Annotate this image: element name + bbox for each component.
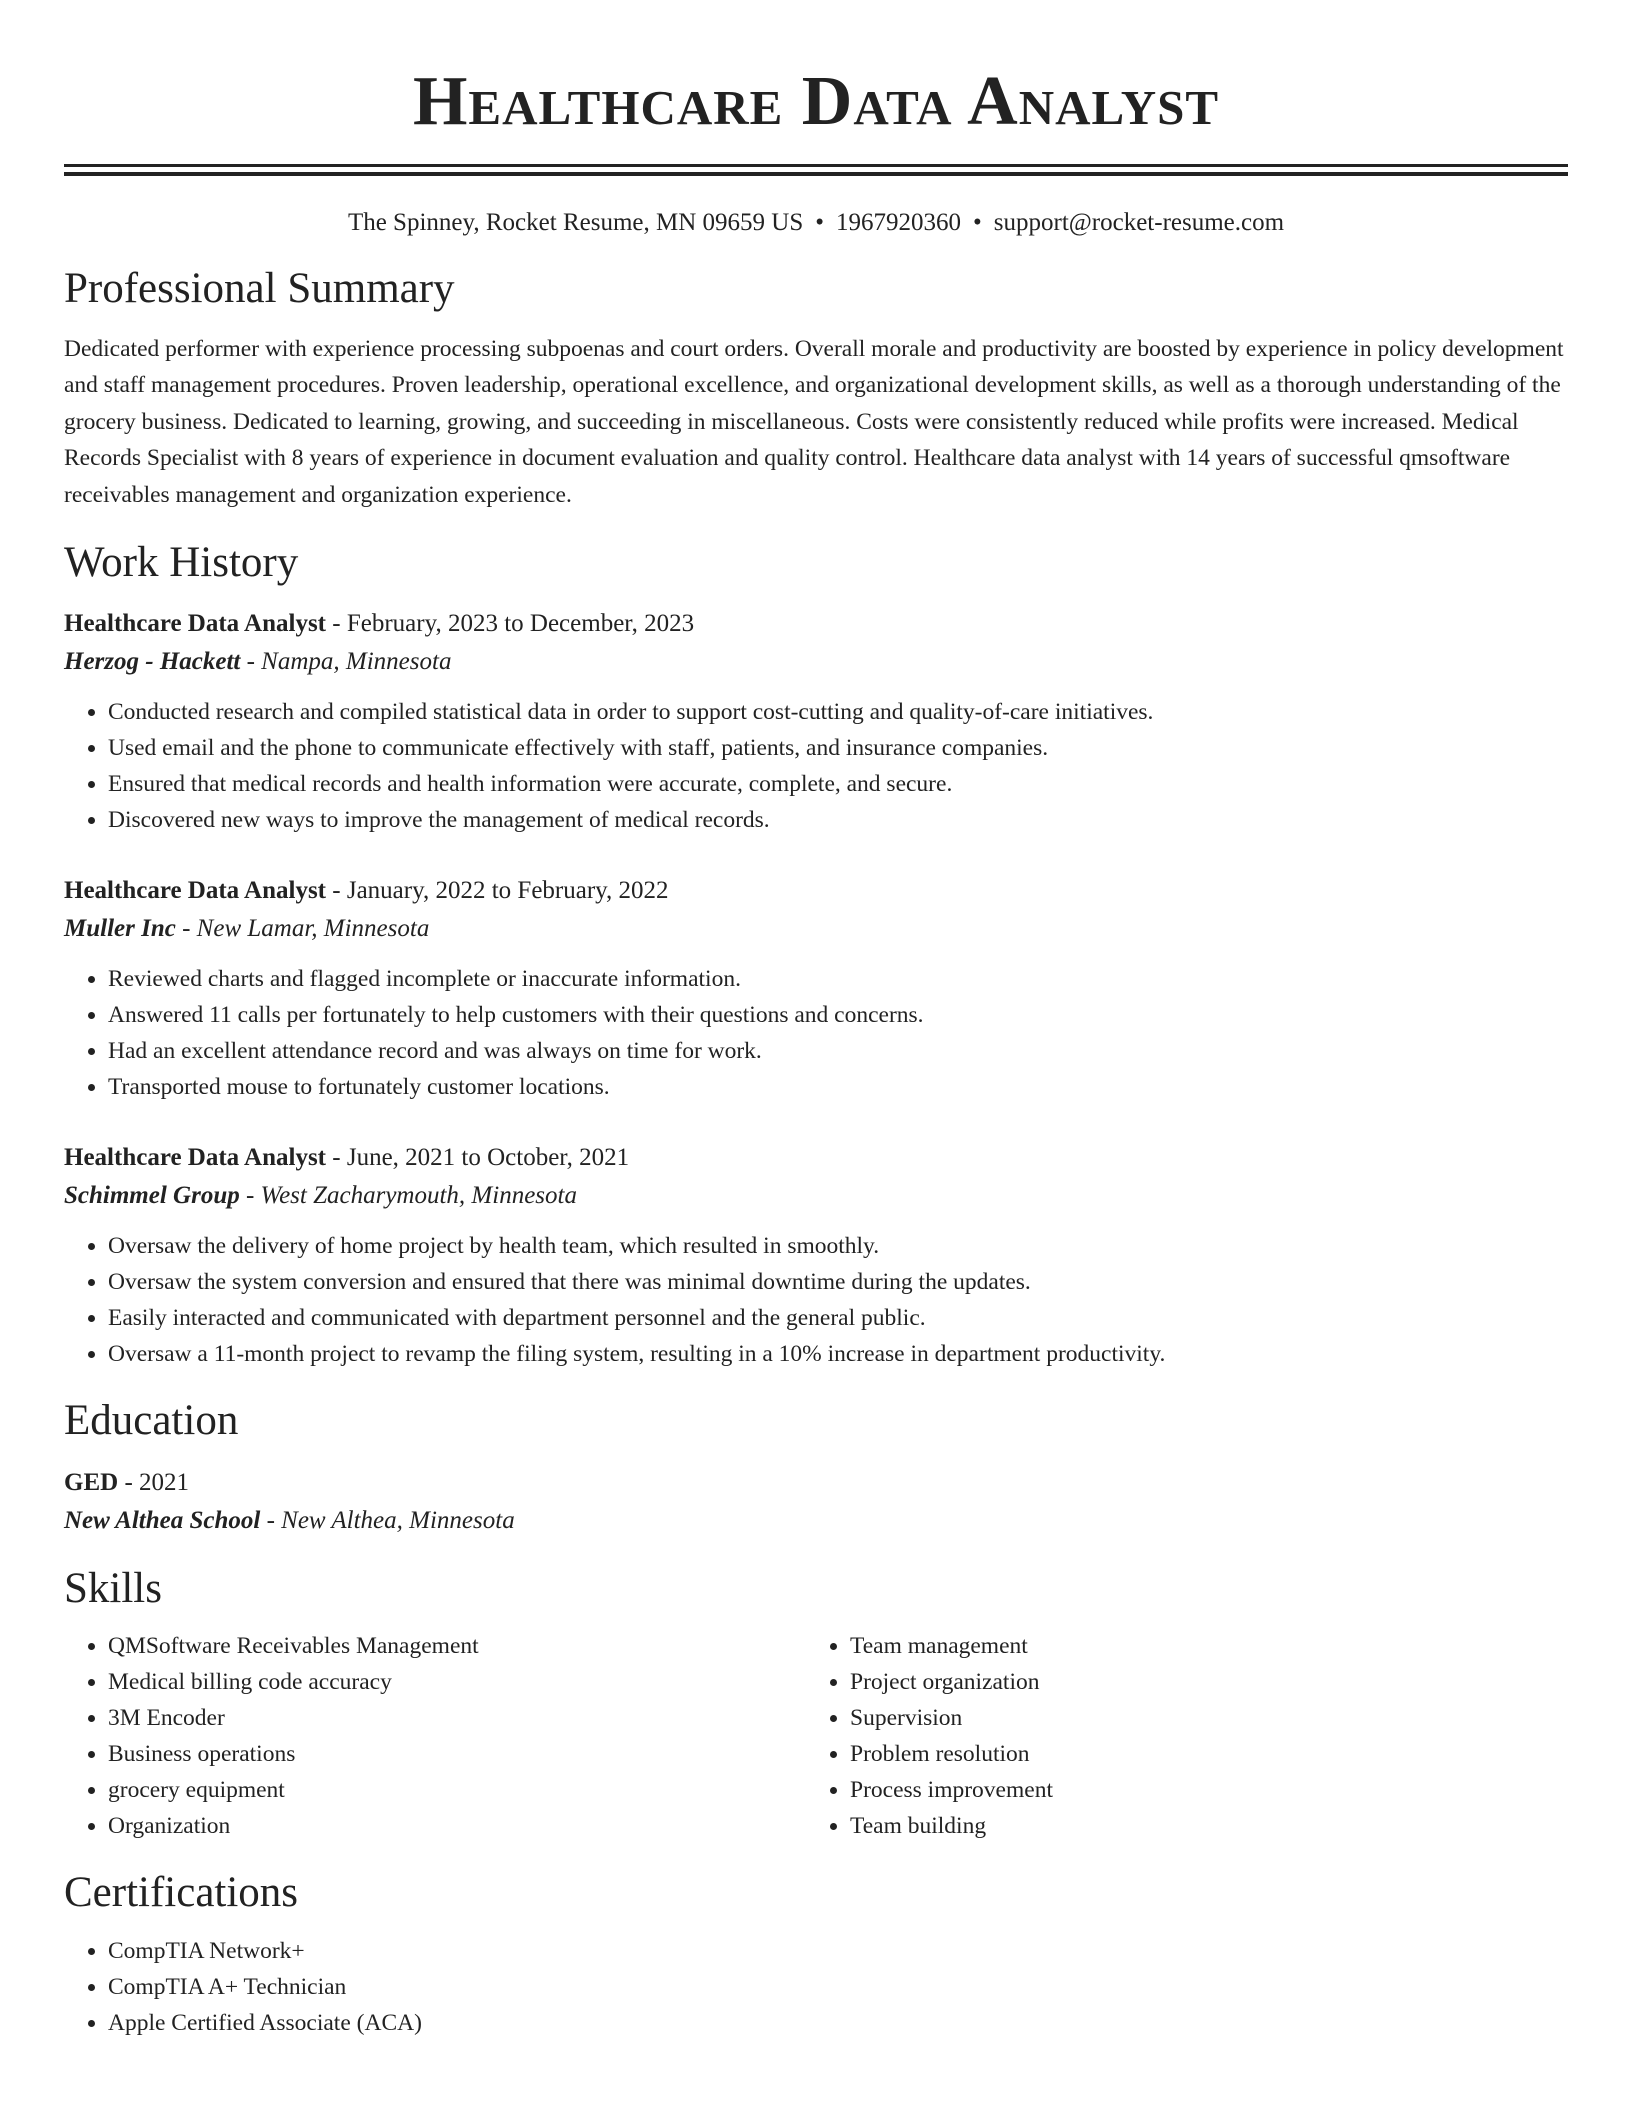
job-role: Healthcare Data Analyst [64,610,327,638]
job-title-line [64,1139,1568,1177]
job-bullet: • Transported mouse to fortunately customer locations. [108,1069,1568,1105]
skill-item: • Team building [850,1808,1548,1844]
contact-email: support@rocket-resume.com [993,209,1285,236]
employer-name: Muller Inc [64,915,176,943]
job-entry [64,872,1568,1105]
skill-item: • Team management [850,1628,1548,1664]
section-title-work-history: Work History [64,539,299,587]
job-role: Healthcare Data Analyst [64,1144,327,1172]
school-line [64,1502,1568,1540]
job-bullet: • Answered 11 calls per fortunately to help customers with their questions and concerns. [108,997,1568,1033]
skill-item: • Medical billing code accuracy [108,1664,806,1700]
certification-item: • CompTIA Network+ [108,1933,1568,1969]
job-bullet: • Oversaw a 11-month project to revamp the filing system, resulting in a 10% increase in department productivity. [108,1336,1568,1372]
job-bullet: • Oversaw the delivery of home project by health team, which resulted in smoothly. [108,1228,1568,1264]
contact-line [64,206,1568,240]
job-entry [64,605,1568,838]
job-bullets [64,694,1568,838]
skills-column-right [806,1628,1548,1844]
job-bullet: • Oversaw the system conversion and ensured that there was minimal downtime during the updates. [108,1264,1568,1300]
candidate-name: Healthcare Data Analyst [412,63,1220,140]
employer-location: - West Zacharymouth, Minnesota [239,1182,577,1210]
employer-location: - Nampa, Minnesota [240,648,452,676]
job-dates: - June, 2021 to October, 2021 [326,1144,630,1172]
certifications-list [64,1933,1568,2041]
contact-address: The Spinney, Rocket Resume, MN 09659 US [347,209,804,236]
education-entry [64,1464,1568,1540]
summary-text: Dedicated performer with experience processing subpoenas and court orders. Overall morale and productivity are boosted by experience in policy development and staff management procedures. Proven leadership, operational excellence, and organizational development skills, as well as a thorough understanding of the grocery business. Dedicated to learning, growing, and succeeding in miscellaneous. Costs were consistently reduced while profits were increased. Medical Records Specialist with 8 years of experience in document evaluation and quality control. Healthcare data analyst with 14 years of successful qmsoftware receivables management and organization experience. [64,336,1564,508]
skill-item: • Organization [108,1808,806,1844]
resume-page [64,0,1568,2041]
job-bullet: • Discovered new ways to improve the management of medical records. [108,802,1568,838]
skill-item: • Problem resolution [850,1736,1548,1772]
certification-item: • CompTIA A+ Technician [108,1969,1568,2005]
skill-item: • QMSoftware Receivables Management [108,1628,806,1664]
job-bullet: • Had an excellent attendance record and was always on time for work. [108,1033,1568,1069]
school-location: - New Althea, Minnesota [260,1507,515,1535]
skill-item: • Supervision [850,1700,1548,1736]
degree-year: - 2021 [118,1469,190,1497]
job-bullet: • Used email and the phone to communicate effectively with staff, patients, and insurance companies. [108,730,1568,766]
skill-item: • grocery equipment [108,1772,806,1808]
employer-line [64,1177,1568,1215]
degree-name: GED [64,1469,119,1497]
contact-separator: • [815,209,824,236]
certification-item: • Apple Certified Associate (ACA) [108,2005,1568,2041]
job-dates: - January, 2022 to February, 2022 [326,877,669,905]
employer-name: Schimmel Group [64,1182,240,1210]
job-bullet: • Conducted research and compiled statistical data in order to support cost-cutting and quality-of-care initiatives. [108,694,1568,730]
job-title-line [64,872,1568,910]
degree-line [64,1464,1568,1502]
job-bullet: • Reviewed charts and flagged incomplete or inaccurate information. [108,961,1568,997]
employer-name: Herzog - Hackett [64,648,241,676]
skill-item: • Process improvement [850,1772,1548,1808]
job-bullet: • Easily interacted and communicated with department personnel and the general public. [108,1300,1568,1336]
contact-phone: 1967920360 [836,209,961,236]
section-title-certifications: Certifications [64,1869,299,1917]
section-title-skills: Skills [64,1565,162,1613]
job-entry [64,1139,1568,1372]
contact-separator: • [973,209,982,236]
employer-line [64,910,1568,948]
job-role: Healthcare Data Analyst [64,877,327,905]
skill-item: • Business operations [108,1736,806,1772]
job-dates: - February, 2023 to December, 2023 [326,610,695,638]
header-divider [64,164,1568,176]
skill-item: • 3M Encoder [108,1700,806,1736]
school-name: New Althea School [64,1507,261,1535]
employer-line [64,643,1568,681]
job-title-line [64,605,1568,643]
job-bullets [64,961,1568,1105]
section-title-education: Education [64,1397,239,1445]
section-title-summary: Professional Summary [64,265,455,312]
skills-column-left [64,1628,806,1844]
job-bullet: • Ensured that medical records and health information were accurate, complete, and secure. [108,766,1568,802]
employer-location: - New Lamar, Minnesota [175,915,430,943]
skill-item: • Project organization [850,1664,1548,1700]
skills-grid [64,1628,1568,1844]
job-bullets [64,1228,1568,1372]
